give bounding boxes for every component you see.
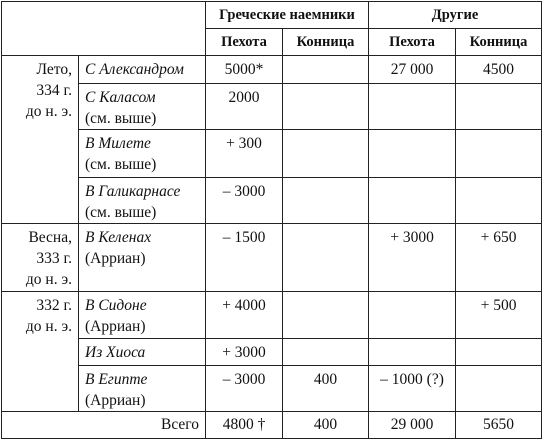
greek-cavalry-cell bbox=[283, 339, 369, 366]
total-label: Всего bbox=[2, 412, 206, 439]
place-cell bbox=[79, 84, 206, 130]
period-line: 332 г. bbox=[36, 297, 72, 314]
other-cavalry-cell bbox=[456, 130, 542, 178]
header-greek-cavalry: Конница bbox=[283, 29, 369, 56]
period-line: 334 г. bbox=[36, 82, 72, 99]
header-greek-mercenaries: Греческие наемники bbox=[206, 2, 369, 29]
period-line: до н. э. bbox=[25, 271, 72, 288]
place-cell bbox=[79, 56, 206, 84]
place-name: С Александром bbox=[85, 61, 184, 78]
other-cavalry-cell: + 500 bbox=[456, 292, 542, 339]
place-cell bbox=[79, 130, 206, 178]
place-source: (Арриан) bbox=[85, 318, 146, 335]
header-greek-infantry: Пехота bbox=[206, 29, 283, 56]
place-source: (см. выше) bbox=[85, 110, 157, 127]
place-name: В Милете bbox=[85, 135, 151, 152]
place-name: В Галикарнасе bbox=[85, 183, 181, 200]
place-source: (см. выше) bbox=[85, 204, 157, 221]
place-cell bbox=[79, 292, 206, 339]
greek-infantry-cell: + 3000 bbox=[206, 339, 283, 366]
other-infantry-cell bbox=[369, 339, 456, 366]
period-line: Весна, bbox=[28, 229, 72, 246]
total-other-cavalry: 5650 bbox=[456, 412, 542, 439]
period-cell bbox=[2, 224, 79, 292]
header-other: Другие bbox=[369, 2, 542, 29]
greek-cavalry-cell: 400 bbox=[283, 366, 369, 412]
greek-cavalry-cell bbox=[283, 178, 369, 224]
greek-cavalry-cell bbox=[283, 224, 369, 292]
place-name: В Сидоне bbox=[85, 297, 147, 314]
other-infantry-cell bbox=[369, 130, 456, 178]
other-cavalry-cell bbox=[456, 339, 542, 366]
place-cell bbox=[79, 224, 206, 292]
other-infantry-cell: + 3000 bbox=[369, 224, 456, 292]
period-line: 333 г. bbox=[36, 250, 72, 267]
place-name: С Каласом bbox=[85, 89, 156, 106]
other-infantry-cell: – 1000 (?) bbox=[369, 366, 456, 412]
place-name: Из Хиоса bbox=[85, 344, 146, 361]
place-name: В Келенах bbox=[85, 229, 152, 246]
greek-cavalry-cell bbox=[283, 292, 369, 339]
greek-infantry-cell: – 3000 bbox=[206, 366, 283, 412]
total-greek-cavalry: 400 bbox=[283, 412, 369, 439]
place-cell bbox=[79, 339, 206, 366]
other-cavalry-cell: 4500 bbox=[456, 56, 542, 84]
place-source: (Арриан) bbox=[85, 392, 146, 409]
header-blank bbox=[2, 2, 206, 56]
total-greek-infantry: 4800 † bbox=[206, 412, 283, 439]
mercenary-table bbox=[1, 1, 542, 439]
period-cell bbox=[2, 292, 79, 412]
header-other-cavalry: Конница bbox=[456, 29, 542, 56]
place-cell bbox=[79, 178, 206, 224]
greek-infantry-cell: + 300 bbox=[206, 130, 283, 178]
greek-infantry-cell: 5000* bbox=[206, 56, 283, 84]
other-cavalry-cell bbox=[456, 84, 542, 130]
greek-cavalry-cell bbox=[283, 56, 369, 84]
period-cell bbox=[2, 56, 79, 224]
greek-cavalry-cell bbox=[283, 130, 369, 178]
total-other-infantry: 29 000 bbox=[369, 412, 456, 439]
place-source: (Арриан) bbox=[85, 250, 146, 267]
other-infantry-cell bbox=[369, 178, 456, 224]
other-infantry-cell bbox=[369, 292, 456, 339]
period-line: до н. э. bbox=[25, 103, 72, 120]
place-name: В Египте bbox=[85, 371, 148, 388]
greek-infantry-cell: – 1500 bbox=[206, 224, 283, 292]
other-cavalry-cell: + 650 bbox=[456, 224, 542, 292]
other-cavalry-cell bbox=[456, 178, 542, 224]
greek-cavalry-cell bbox=[283, 84, 369, 130]
greek-infantry-cell: + 4000 bbox=[206, 292, 283, 339]
greek-infantry-cell: 2000 bbox=[206, 84, 283, 130]
place-source: (см. выше) bbox=[85, 156, 157, 173]
other-infantry-cell bbox=[369, 84, 456, 130]
greek-infantry-cell: – 3000 bbox=[206, 178, 283, 224]
other-infantry-cell: 27 000 bbox=[369, 56, 456, 84]
other-cavalry-cell bbox=[456, 366, 542, 412]
header-other-infantry: Пехота bbox=[369, 29, 456, 56]
place-cell bbox=[79, 366, 206, 412]
period-line: Лето, bbox=[36, 61, 72, 78]
period-line: до н. э. bbox=[25, 318, 72, 335]
